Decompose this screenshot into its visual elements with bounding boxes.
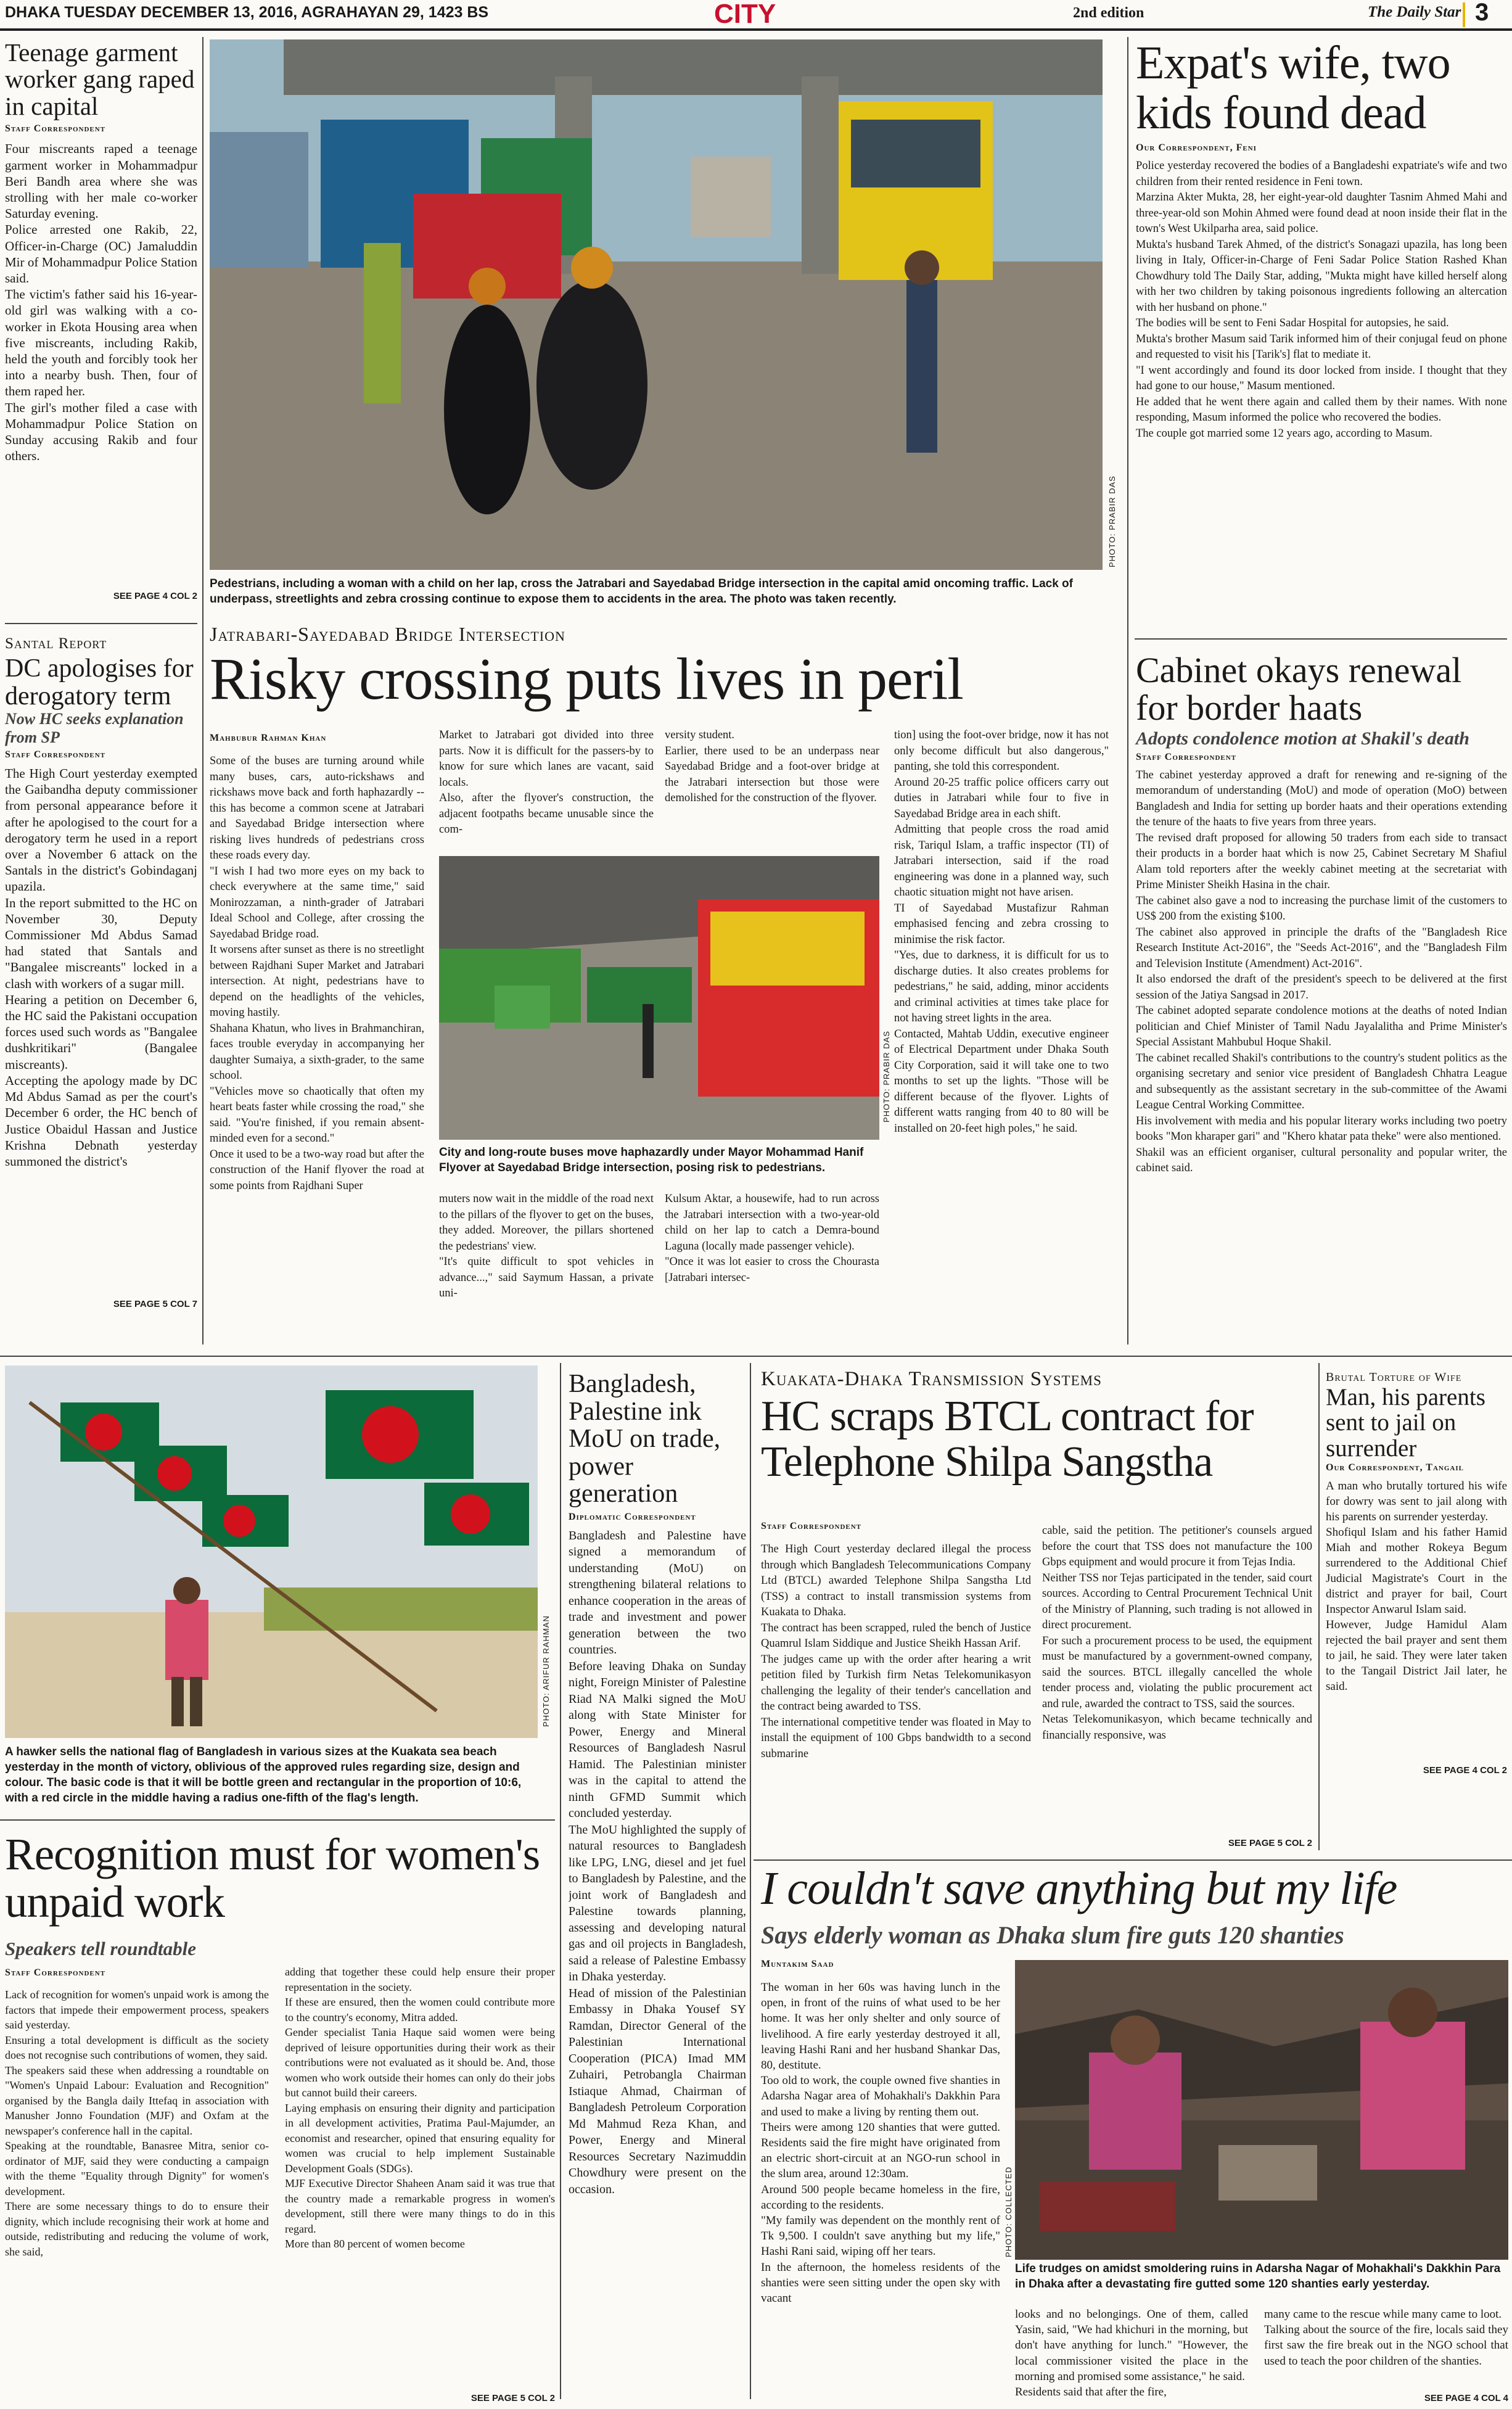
section-rule [1135,638,1507,640]
byline: Diplomatic Correspondent [569,1511,696,1522]
article-body: Bangladesh and Palestine have signed a memorandum of understanding (MoU) on strengthening bilateral relations to enhance cooperation in the areas of trade and investment and power generation between the two countries. Before leaving Dhaka on Sunday night, Foreign Minister of Palestine Riad NA Malki signed the MoU along with State Minister for Power, Energy and Mineral Resources of Bangladesh Nasrul Hamid. The Palestinian minister was in the capital to attend the ninth GFMD Summit which concluded yesterday. The MoU highlighted the supply of natural resources to Bangladesh like LPG, LNG, diesel and jet fuel to Bangladesh by Palestine, and the joint work of Bangladesh and Palestine towards planning, assessing and developing natural gas and oil projects in Bangladesh, said a release of Palestine Embassy in Dhaka yesterday. Head of mission of the Palestinian Embassy in Dhaka Yousef SY Ramdan, Director General of the Palestinian International Cooperation (PICA) Imad MM Zuhairi, Petrobangla Chairman Istiaque Ahmad, Chairman of Bangladesh Petroleum Corporation Md Mahmud Reza Khan, and Power, Energy and Mineral Resources Secretary Nazimuddin Chowdhury were present on the occasion. [569,1528,746,2196]
photo-credit: PHOTO: COLLECTED [1004,2166,1013,2257]
edition: 2nd edition [1073,5,1144,21]
byline: Staff Correspondent [5,749,106,760]
headline: Bangladesh, Palestine ink MoU on trade, power generation [569,1370,721,1509]
photo-fire-ruins [1015,1960,1508,2260]
photo-caption: A hawker sells the national flag of Bangladesh in various sizes at the Kuakata sea beach yesterday in the month of victory, oblivious of the approved rules regarding size, design and colour. The basic code is that it will be bottle green and rectangular in the proportion of 10:6, with a red circle in the middle having a radius one-fifth of the flag's length. [5,1745,522,1805]
photo-credit: PHOTO: PRABIR DAS [882,1031,891,1122]
column-rule [1318,1363,1320,1850]
byline: Staff Correspondent [5,123,106,134]
article-body: A man who brutally tortured his wife for dowry was sent to jail along with his parents on surrender yesterday. Shofiqul Islam and his father Hamid Miah and mother Rokeya Begum surrendered to the Additional Chief Judicial Magistrate's Court in the district and prayer for bail, Court Inspector Anwarul Islam said. However, Judge Hamidul Alam rejected the bail prayer and sent them to jail, he said. They were later taken to the Tangail District Jail later, he said. [1326,1479,1507,1693]
kicker: Santal Report [5,635,107,652]
flag-photo [5,1365,538,1738]
article-body: tion] using the foot-over bridge, now it has not only become difficult but also dangerous," panting, she told this correspondent. Around 20-25 traffic police officers carry out duties in Jatrabari while four to five in Sayedabad Bridge area in each shift. Admitting that people cross the road amid risk, Tariqul Islam, a traffic inspector (TI) of Jatrabari intersection, said if the road engineering was done in a planned way, such chaotic situation might not have arisen. TI of Sayedabad Mustafizur Rahman emphasised fencing and zebra crossing to minimise the risk factor. "Yes, due to darkness, it is difficult for us to discharge duties. It also creates problems for pedestrians," he said, adding, minor accidents and criminal activities at times take place for not having street lights in the area. Contacted, Mahtab Uddin, executive engineer of Electrical Department under Dhaka South City Corporation, said it will take one to two months to set up the lights. "Those will be different because of the flyover. Lights of different watts ranging from 40 to 80 will be installed on 20-feet high poles," he said. [894,729,1109,1135]
article-palestine [569,1370,746,2407]
lead-photo [210,39,1103,570]
lead-headline: Risky crossing puts lives in peril [210,646,963,712]
photo-buses-flyover [439,856,879,1140]
photo-flag-hawker [5,1365,538,1738]
jump-line[interactable]: SEE PAGE 4 COL 2 [1423,1765,1507,1776]
article-body: The woman in her 60s was having lunch in the open, in front of the ruins of what used to be her home. It was her only shelter and only source of livelihood. A fire early yesterday destroyed it all, leaving Hashi Rani and her husband Shankar Das, 80, destitute. Too old to work, the couple owned five shanties in Adarsha Nagar area of Mohakhali's Dakkhin Para and used to make a living by renting them out. Theirs were among 120 shanties that were gutted. Residents said the fire might have originated from an electric short-circuit at an NGO-run school in the slum area, around 12:30am. Around 500 people became homeless in the fire, according to the residents. "My family was dependent on the monthly rent of Tk 9,500. I couldn't save anything but my life," Hashi Rani said, wiping off her tears. In the afternoon, the homeless residents of the shanties were seen sitting under the open sky with vacant [761,1981,1000,2305]
jump-line[interactable]: SEE PAGE 5 COL 7 [113,1299,197,1310]
byline: Muntakim Saad [761,1959,834,1969]
header-separator [1463,2,1465,27]
photo-credit: PHOTO: PRABIR DAS [1107,476,1117,567]
kicker: Brutal Torture of Wife [1326,1370,1462,1384]
column-rule [750,1363,751,2399]
deck: Adopts condolence motion at Shakil's death [1136,728,1469,749]
masthead: The Daily Star [1368,4,1461,20]
headline: Teenage garment worker gang raped in capital [5,38,195,120]
article-body: Kulsum Aktar, a housewife, had to run across the Jatrabari intersection with a two-year-old child on her lap to catch a Demra-bound Laguna (locally made passenger vehicle). "Once it was lot easier to cross the Chourasta [Jatrabari intersec- [665,1193,879,1284]
fire-photo [1015,1960,1508,2260]
article-teen [5,39,197,601]
article-cabinet [1136,651,1507,1323]
article-body: Lack of recognition for women's unpaid work is among the factors that impede their empowerment process, speakers said yesterday. Ensuring a total development is difficult as the society does not recognise such contributions of women, they said. The speakers said these when addressing a roundtable on "Women's Unpaid Labour: Evaluation and Recognition" organised by the Bangla daily Ittefaq in association with Manusher Jonno Foundation (MJF) and Oxfam at the newspaper's conference hall in the capital. Speaking at the roundtable, Banasree Mitra, senior co-ordinator of MJF, said they were conducting a campaign with the theme "Equality through Dignity" for women's development. There are some necessary things to do to ensure their dignity, which include recognising their work at home and outside, redistributing and reducing the volume of work, she said, [5,1988,269,2258]
photo-caption: Life trudges on amidst smoldering ruins in Adarsha Nagar of Mohakhali's Dakkhin Para in Dhaka after a devastating fire gutted some 120 shanties early yesterday. [1015,2262,1501,2291]
article-body: cable, said the petition. The petitioner's counsels argued before the court that TSS does not manufacture the 100 Gbps equipment and would procure it from Tejas India. Neither TSS nor Tejas participated in the tender, said court sources. According to Central Procurement Technical Unit of the Ministry of Planning, such trading is not allowed in direct procurement. For such a procurement process to be used, the equipment must be manufactured by a government-owned company, said the sources. BTCL illegally cancelled the whole tender process and, violating the public procurement act and rule, awarded the contract to TSS, said the sources. Netas Telekomunikasyon, which became technically and financially responsive, was [1042,1525,1312,1742]
byline: Staff Correspondent [761,1521,862,1531]
page-header [0,0,1512,31]
column-rule [1127,37,1128,1345]
kicker: Jatrabari-Sayedabad Bridge Intersection [210,623,565,645]
article-body: The cabinet yesterday approved a draft for renewing and re-signing of the memorandum of understanding (MoU) and mode of operation (MoO) between Bangladesh and India for setting up border haats and their operations extending the tenure of the haats to five years from three years. The revised draft proposed for allowing 50 traders from each side to transact their products in a border haat which is now 25, Cabinet Secretary M Shafiul Alam told reporters after the weekly cabinet meeting at the secretariat with Prime Minister Sheikh Hasina in the chair. The cabinet also gave a nod to increasing the purchase limit of the customers to US$ 200 from the existing $100. The cabinet also approved in principle the drafts of the "Bangladesh Rice Research Institute Act-2016", the "Seeds Act-2016", and the "Bangladesh Film and Television Institute (Amendment) Act-2016". It also endorsed the draft of the president's speech to be delivered at the first session of the Jatiya Sangsad in 2017. The cabinet adopted separate condolence motions at the deaths of noted Indian politician and Chief Minister of Tamil Nadu Jayalalitha and Prime Minister's Special Assistant Mahbubul Hoque Shakil. The cabinet recalled Shakil's contributions to the country's student politics as the organising secretary and senior vice president of Bangladesh Chhatra League and subsequently as the assistant secretary in the sub-committee of the Awami League Central Working Committee. His involvement with media and his popular literary works including two poetry books "Mon kharaper gari" and "Khero khatar pata theke" were also mentioned. Shakil was an efficient organiser, cultural personality and popular writer, the cabinet said. [1136,768,1507,1175]
photo-caption: City and long-route buses move haphazardly under Mayor Mohammad Hanif Flyover at Sayedabad Bridge intersection, posing risk to pedestrians. [439,1146,864,1174]
page-number: 3 [1475,0,1489,26]
section-rule [0,1819,555,1821]
byline: Staff Correspondent [5,1967,106,1978]
article-expat [1136,38,1507,627]
article-body: looks and no belongings. One of them, called Yasin, said, "We had khichuri in the morning, but don't have anything for lunch." "However, the local commissioner visited the place in the morning and promised some assistance," he said. Residents said that after the fire, [1015,2308,1248,2399]
byline: Staff Correspondent [1136,751,1237,762]
article-body: Police yesterday recovered the bodies of a Bangladeshi expatriate's wife and two children from their rented residence in Feni town. Marzina Akter Mukta, 28, her eight-year-old daughter Tasnim Ahmed Mahi and three-year-old son Mohin Ahmed were found dead at noon inside their flat in the town's West Ukilparha area, said police. Mukta's husband Tarek Ahmed, of the district's Sonagazi upazila, has long been living in Italy, Officer-in-Charge of Feni Sadar Police Station Rashed Khan Chowdhury told The Daily Star, adding, "Mukta might have killed herself along with her two children by taking poisonous ingredients following an altercation with her husband on phone." The bodies will be sent to Feni Sadar Hospital for autopsies, he said. Mukta's brother Masum said Tarik informed him of their conjugal feud on phone and requested to visit his [Tarik's] flat to mediate it. "I went accordingly and found its door locked from inside. I thought that they had gone to our house," Masum mentioned. He added that he went there again and called them by their names. With none responding, Masum informed the police who recovered the bodies. The couple got married some 12 years ago, according to Masum. [1136,160,1507,440]
section-rule [754,1859,1512,1861]
byline: Our Correspondent, Tangail [1326,1462,1464,1473]
jump-line[interactable]: SEE PAGE 4 COL 2 [113,591,197,602]
deck: Says elderly woman as Dhaka slum fire guts 120 shanties [761,1921,1344,1949]
photo-caption: Pedestrians, including a woman with a child on her lap, cross the Jatrabari and Sayedabad Bridge intersection in the capital amid oncoming traffic. Lack of underpass, streetlights and zebra crossing continue to expose them to accidents in the area. The photo was taken recently. [210,577,1073,606]
headline: I couldn't save anything but my life [761,1863,1397,1914]
kicker: Kuakata-Dhaka Transmission Systems [761,1368,1102,1390]
article-body: versity student. Earlier, there used to be an underpass near Sayedabad Bridge and a foot-over bridge at the Jatrabari intersection but those were demolished for the construction of the flyover. [665,729,879,804]
column-rule [560,1363,561,2399]
article-body: Some of the buses are turning around while many buses, cars, auto-rickshaws and rickshaws move back and forth haphazardly -- this has become a common scene at Jatrabari and Sayedabad Bridge intersection where risking lives hundreds of pedestrians cross these roads every day. "I wish I had two more eyes on my back to check everywhere at the same time," said Monirozzaman, a ninth-grader of Jatrabari Ideal School and College, after crossing the Sayedabad Bridge road. It worsens after sunset as there is no streetlight between Rajdhani Super Market and Jatrabari intersection. At night, pedestrians have to depend on the headlights of the vehicles, moving hastily. Shahana Khatun, who lives in Brahmanchiran, faces trouble everyday in accompanying her daughter Sumaiya, a sixth-grader, to the same school. "Vehicles move so chaotically that often my heart beats faster while crossing the road," she said. "You're finished, if you remain absent-minded even for a second." Once it used to be a two-way road but after the construction of the Hanif flyover the road at some points from Rajdhani Super [210,755,424,1192]
jump-line[interactable]: SEE PAGE 5 COL 2 [470,2393,555,2403]
column-rule [202,37,203,1345]
byline: Mahbubur Rahman Khan [210,733,327,743]
headline: DC apologises for derogatory term [5,654,194,710]
article-body: adding that together these could help ensure their proper representation in the society. If these are ensured, then the women could contribute more to the country's economy, Mitra added. Gender specialist Tania Haque said women were being deprived of leisure opportunities during their work as their contributions were not evaluated as it should be. And, those women who work outside their homes can only do their jobs but cannot build their careers. Laying emphasis on ensuring their dignity and participation in all development activities, Pratima Paul-Majumder, an economist and researcher, opined that ensuring equality for women was crucial to help implement Sustainable Development Goals (SDGs). MJF Executive Director Shaheen Anam said it was true that the country made a remarkable progress in women's development, still there were many things to do in this regard. More than 80 percent of women become [285,1966,555,2250]
deck: Now HC seeks explanation from SP [5,710,184,747]
deck: Speakers tell roundtable [5,1938,197,1959]
article-body: The High Court yesterday declared illegal the process through which Bangladesh Telecommunications Company Ltd (BTCL) awarded Telephone Shilpa Sangstha Ltd (TSS) a contract to install transmission systems from Kuakata to Dhaka. The contract has been scrapped, ruled the bench of Justice Quamrul Islam Siddique and Justice Sheikh Hassan Arif. The judges came up with the order after hearing a writ petition filed by Turkish firm Netas Telekomunikasyon challenging the legality of their tender's cancellation and the contract being awarded to TSS. The international competitive tender was floated in May to install the equipment of 100 Gbps bandwidth to a second submarine [761,1543,1031,1760]
article-wife [1326,1370,1507,1776]
photo-credit: PHOTO: ARIFUR RAHMAN [541,1615,551,1727]
article-body: Market to Jatrabari got divided into three parts. Now it is difficult for the passers-by to know for sure which lanes are vacant, said locals. Also, after the flyover's construction, the adjacent footpaths became unusable since the com- [439,729,654,836]
section-name: CITY [714,0,776,29]
dateline: DHAKA TUESDAY DECEMBER 13, 2016, AGRAHAYAN 29, 1423 BS [5,4,489,21]
headline: Expat's wife, two kids found dead [1136,37,1450,139]
headline: HC scraps BTCL contract for Telephone Shilpa Sangstha [761,1393,1254,1486]
inset-photo [439,856,879,1140]
headline: Cabinet okays renewal for border haats [1136,650,1462,728]
section-rule [5,623,197,624]
headline: Man, his parents sent to jail on surrender [1326,1384,1485,1462]
article-santal [5,635,197,1309]
article-body: many came to the rescue while many came to loot. Talking about the source of the fire, locals said they first saw the fire break out in the NGO school that used to teach the poor children of the shanties. [1264,2308,1508,2368]
section-rule [0,1356,1512,1357]
article-body: muters now wait in the middle of the road next to the pillars of the flyover to get on the buses, they added. Moreover, the pillars shortened the pedestrians' view. "It's quite difficult to spot vehicles in advance...," said Saymum Hassan, a private uni- [439,1193,654,1299]
jump-line[interactable]: SEE PAGE 5 COL 2 [1228,1838,1312,1848]
article-body: Four miscreants raped a teenage garment worker in Mohammadpur Beri Bandh area where she was strolling with her male co-worker Saturday evening. Police arrested one Rakib, 22, Officer-in-Charge (OC) Jamaluddin Mir of Mohammadpur Police Station said. The victim's father said his 16-year-old girl was walking with a co-worker in Ekota Housing area when five miscreants, including Rakib, held the youth and forcibly took her into a nearby bush. Then, four of them raped her. The girl's mother filed a case with Mohammadpur Police Station on Sunday accusing Rakib and four others. [5,141,197,464]
article-body: The High Court yesterday exempted the Gaibandha deputy commissioner from personal appearance before it after he apologised to the court for a derogatory term he used in a report over a November 6 attack on the Santals in the district's Gobindaganj upazila. In the report submitted to the HC on November 30, Deputy Commissioner Md Abdus Samad had stated that Santals and "Bangalee miscreants" locked in a clash with workers of a sugar mill. Hearing a petition on December 6, the HC said the Pakistani occupation forces used such words as "Bangalee dushkritikari" (Bangalee miscreants). Accepting the apology made by DC Md Abdus Samad as per the court's December 6 order, the HC bench of Justice Obaidul Hassan and Justice Krishna Debnath yesterday summoned the district's [5,766,197,1169]
byline: Our Correspondent, Feni [1136,142,1257,154]
jump-line[interactable]: SEE PAGE 4 COL 4 [1424,2393,1508,2403]
photo-street-crossing [210,39,1103,570]
headline: Recognition must for women's unpaid work [5,1829,540,1927]
